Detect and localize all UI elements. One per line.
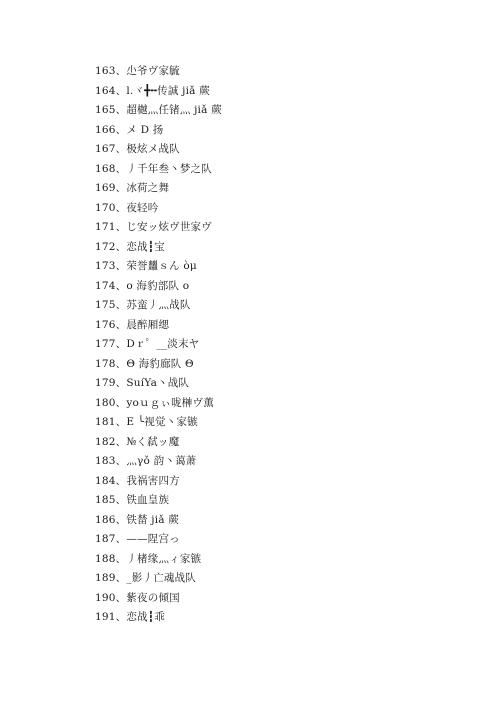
list-item: 181、E ╰视觉丶家镞 (95, 416, 198, 428)
list-item: 171、じ安ッ炫ヴ世家ヴ (95, 221, 212, 233)
list-item: 168、丿千年叁丶梦之队 (95, 162, 212, 175)
list-item: 175、苏蛮丿灬战队 (95, 299, 191, 311)
list-item: 169、冰荷之舞 (95, 182, 170, 194)
list-item: 185、铁血皇族 (95, 494, 170, 506)
list-item: 174、o 海豹部队 o (95, 279, 190, 292)
list-item: 190、紫夜の倾国 (95, 591, 180, 604)
list-item: 176、晨醉厢缌 (95, 318, 170, 331)
list-item: 179、SuíYa丶战队 (95, 377, 190, 389)
list-item: 177、Dｒ゜__淡末ヤ (95, 338, 200, 350)
list-item: 180、yoｕｇぃ咙榊ヴ薫 (95, 396, 214, 409)
list-item: 166、メ D 扬 (95, 123, 164, 136)
list-item: 170、夜轻吟 (95, 201, 159, 214)
list-item: 184、我祸害四方 (95, 474, 180, 487)
list-item: 167、极炫メ战队 (95, 143, 180, 155)
list-item: 173、荣誉蠿ｓん òμ (95, 260, 197, 272)
list-item: 172、恋战┇宝 (95, 240, 165, 253)
list-item: 187、——陧宫っ (95, 533, 180, 545)
list-item: 163、尐爷ヴ家毓 (95, 65, 180, 77)
list-item: 191、恋战┇乖 (95, 611, 165, 623)
list-item: 186、铁榃 jiǎ 蕨 (95, 513, 179, 526)
list-item: 164、l.ヾ╋╍传誠 jiǎ 蕨 (95, 84, 210, 97)
list-item: 165、超樾灬任锗灬 jiǎ 蕨 (95, 104, 222, 116)
list-item: 183、灬γǒ 韵丶蔼萧 (95, 455, 197, 467)
name-list (95, 62, 222, 628)
list-item: 182、№く弑ッ魔 (95, 435, 180, 448)
list-item: 178、Θ 海豹廊队 Θ (95, 357, 194, 370)
list-item: 188、丿楮缘灬ィ家镞 (95, 552, 202, 565)
list-item: 189、_影丿亡魂战队 (95, 572, 196, 584)
